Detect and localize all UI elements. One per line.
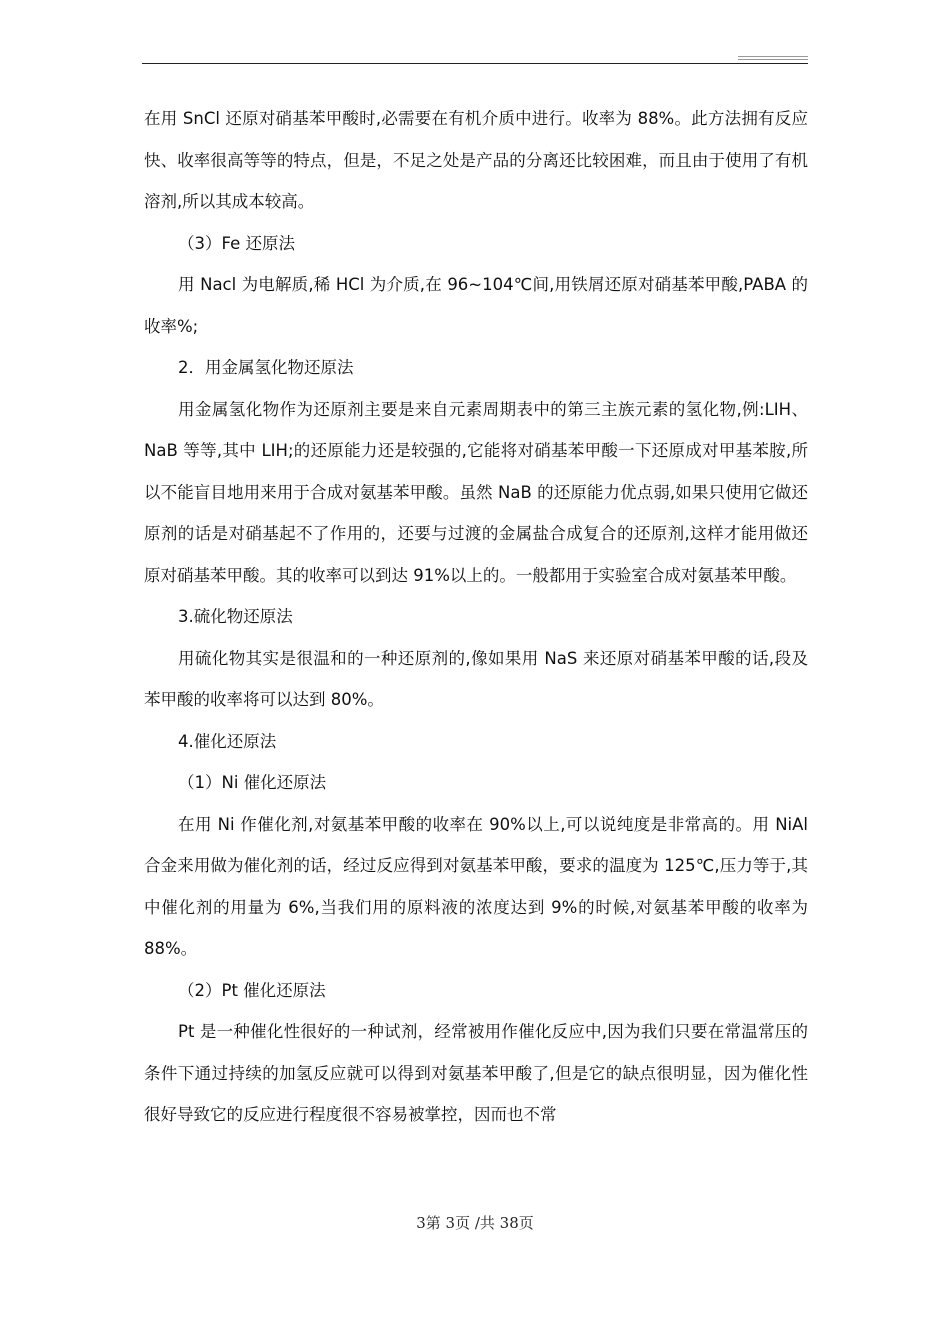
paragraph: 用金属氢化物作为还原剂主要是来自元素周期表中的第三主族元素的氢化物,例:LIH、NaB 等等,其中 LIH;的还原能力还是较强的,它能将对硝基苯甲酸一下还原成对甲基苯胺,所以不能盲目地用来用于合成对氨基苯甲酸。虽然 NaB 的还原能力优点弱,如果只使用它做还原剂的话是对硝基起不了作用的，还要与过渡的金属盐合成复合的还原剂,这样才能用做还原对硝基苯甲酸。其的收率可以到达 91%以上的。一般都用于实验室合成对氨基苯甲酸。 <box>144 399 808 585</box>
section-heading: 2．用金属氢化物还原法 <box>178 358 354 377</box>
paragraph: 在用 Ni 作催化剂,对氨基苯甲酸的收率在 90%以上,可以说纯度是非常高的。用 NiAl 合金来用做为催化剂的话，经过反应得到对氨基苯甲酸，要求的温度为 125℃,压力等于,其中催化剂的用量为 6%,当我们用的原料液的浓度达到 9%的时候,对氨基苯甲酸的收率为 88%。 <box>144 814 808 958</box>
section-heading: 4.催化还原法 <box>178 731 277 751</box>
paragraph: 用硫化物其实是很温和的一种还原剂的,像如果用 NaS 来还原对硝基苯甲酸的话,段及苯甲酸的收率将可以达到 80%。 <box>144 648 808 709</box>
header-decoration-line <box>738 56 808 57</box>
header-decoration-line <box>738 59 808 60</box>
header-rule <box>142 63 808 64</box>
paragraph: Pt 是一种催化性很好的一种试剂，经常被用作催化反应中,因为我们只要在常温常压的条件下通过持续的加氢反应就可以得到对氨基苯甲酸了,但是它的缺点很明显，因为催化性很好导致它的反应进行程度很不容易被掌控，因而也不常 <box>144 1022 808 1124</box>
section-heading: 3.硫化物还原法 <box>178 607 293 626</box>
section-heading: （2）Pt 催化还原法 <box>178 980 326 1000</box>
paragraph: 在用 SnCl 还原对硝基苯甲酸时,必需要在有机介质中进行。收率为 88%。此方法拥有反应快、收率很高等等的特点，但是，不足之处是产品的分离还比较困难，而且由于使用了有机溶剂,所以其成本较高。 <box>144 109 808 211</box>
section-heading: （1）Ni 催化还原法 <box>178 773 327 792</box>
page-number: 3第 3页 /共 38页 <box>416 1214 534 1232</box>
section-heading: （3）Fe 还原法 <box>178 233 295 253</box>
paragraph: 用 Nacl 为电解质,稀 HCl 为介质,在 96~104℃间,用铁屑还原对硝基苯甲酸,PABA 的收率%; <box>144 275 808 336</box>
document-body <box>144 98 808 1136</box>
